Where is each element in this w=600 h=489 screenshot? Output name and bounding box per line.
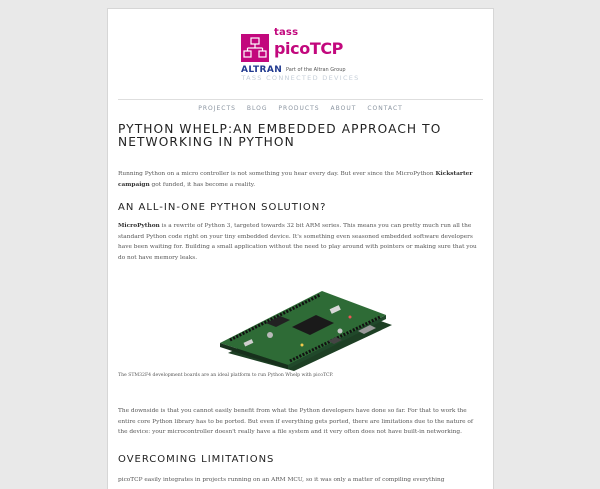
section1-text: is a rewrite of Python 3, targeted towards 32 bit ARM series. This means you can pretty much run all the standard Python code right on your tiny embedded device. It's something even seasoned embedded software developers have been waiting for. Building a small application without the need to play around with pointers or making sure that you do not have memory leaks. — [118, 223, 477, 261]
nav-item-about[interactable]: ABOUT — [330, 105, 357, 112]
page-container — [107, 8, 494, 489]
logo-picotcp-text: picoTCP — [274, 39, 343, 58]
section-heading-all-in-one: AN ALL-IN-ONE PYTHON SOLUTION? — [118, 202, 327, 213]
section2-paragraph: picoTCP easily integrates in projects running on an ARM MCU, so it was only a matter of compiling everything — [118, 477, 445, 483]
site-logo[interactable] — [241, 21, 366, 76]
logo-tass-text: tass — [274, 27, 299, 38]
figure-caption: The STM32F4 development boards are an ideal platform to run Python Whelp with picoTCP. — [118, 373, 334, 378]
intro-text-end: got funded, it has become a reality. — [149, 181, 256, 188]
intro-text-start: Running Python on a micro controller is not something you hear every day. But ever since the MicroPython — [118, 171, 436, 177]
nav-item-projects[interactable]: PROJECTS — [198, 105, 236, 112]
article-intro — [118, 169, 483, 190]
nav-item-contact[interactable]: CONTACT — [367, 105, 403, 112]
section1-paragraph-2: The downside is that you cannot easily benefit from what the Python developers have done so far. For that to work the entire core Python library has to be ported. But even if everything gets ported, there are limitations due to the nature of the device: your microcontroller doesn't really have a file system and it very often does not have built-in networking. — [118, 408, 474, 435]
article — [118, 122, 483, 483]
micropython-link[interactable]: MicroPython — [118, 223, 160, 229]
nav-item-blog[interactable]: BLOG — [246, 105, 268, 112]
nav-item-products[interactable]: PRODUCTS — [278, 105, 320, 112]
section1-paragraph — [118, 221, 483, 263]
stm32f4-board-image — [210, 283, 395, 373]
site-tagline: TASS CONNECTED DEVICES — [241, 74, 360, 82]
network-logo-icon — [241, 34, 269, 62]
logo-altran-subtitle: Part of the Altran Group — [286, 67, 346, 73]
kickstarter-link[interactable]: Kickstarter campaign — [118, 171, 473, 188]
main-nav — [108, 95, 493, 112]
article-title: PYTHON WHELP:AN EMBEDDED APPROACH TO NETWORKING IN PYTHON — [118, 122, 442, 149]
section-heading-overcoming: OVERCOMING LIMITATIONS — [118, 454, 275, 465]
logo-altran-text: ALTRAN — [241, 65, 283, 75]
